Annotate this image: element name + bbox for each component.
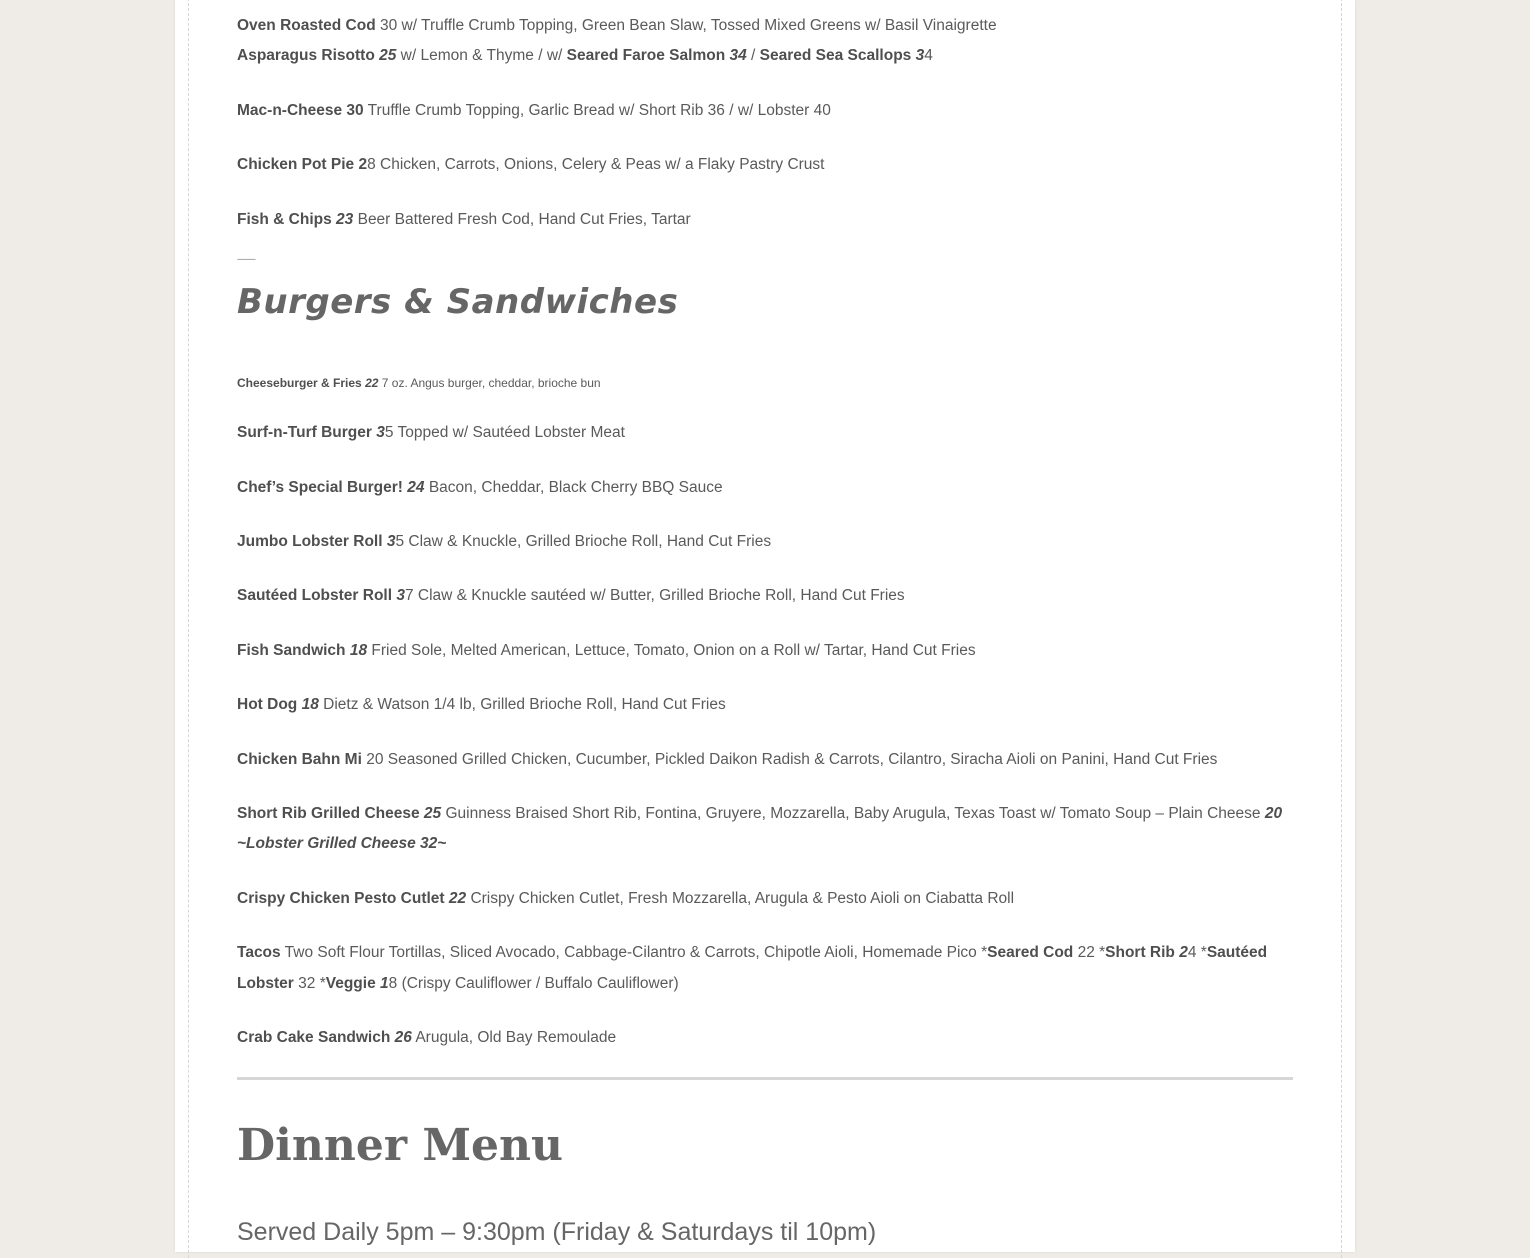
- menu-item-chicken-bahn-mi: Chicken Bahn Mi 20 Seasoned Grilled Chicken, Cucumber, Pickled Daikon Radish & Carrots, Cilantro, Siracha Aioli on Panini, Hand Cut Fries: [237, 751, 1218, 768]
- menu-item-chicken-pot-pie: Chicken Pot Pie 28 Chicken, Carrots, Onions, Celery & Peas w/ a Flaky Pastry Crust: [237, 156, 825, 173]
- menu-item-crab-cake-sandwich: Crab Cake Sandwich 26 Arugula, Old Bay Remoulade: [237, 1029, 617, 1046]
- menu-item-surf-n-turf: Surf-n-Turf Burger 35 Topped w/ Sautéed Lobster Meat: [237, 424, 625, 441]
- page-card: [175, 0, 1355, 1252]
- menu-item-asparagus-risotto: Asparagus Risotto 25 w/ Lemon & Thyme / w/ Seared Faroe Salmon 34 / Seared Sea Scallops 34: [237, 47, 933, 64]
- section-divider: [237, 1077, 1293, 1080]
- menu-item-crispy-chicken-pesto: Crispy Chicken Pesto Cutlet 22 Crispy Chicken Cutlet, Fresh Mozzarella, Arugula & Pesto Aioli on Ciabatta Roll: [237, 890, 1015, 907]
- section-title-burgers: Burgers & Sandwiches: [237, 282, 679, 322]
- dinner-menu-title: Dinner Menu: [237, 1120, 564, 1171]
- menu-item-fish-and-chips: Fish & Chips 23 Beer Battered Fresh Cod, Hand Cut Fries, Tartar: [237, 211, 691, 228]
- menu-item-fish-sandwich: Fish Sandwich 18 Fried Sole, Melted American, Lettuce, Tomato, Onion on a Roll w/ Tartar, Hand Cut Fries: [237, 642, 976, 659]
- dash-divider: ---------: [237, 254, 255, 264]
- menu-item-sauteed-lobster-roll: Sautéed Lobster Roll 37 Claw & Knuckle sautéed w/ Butter, Grilled Brioche Roll, Hand Cut Fries: [237, 587, 905, 604]
- menu-item-cheeseburger: Cheeseburger & Fries 22 7 oz. Angus burger, cheddar, brioche bun: [237, 376, 601, 390]
- menu-item-chefs-special-burger: Chef’s Special Burger! 24 Bacon, Cheddar, Black Cherry BBQ Sauce: [237, 479, 723, 496]
- menu-item-tacos-continued: Lobster 32 *Veggie 18 (Crispy Cauliflower / Buffalo Cauliflower): [237, 975, 679, 992]
- page-border: [188, 0, 1342, 1258]
- menu-item-short-rib-grilled-cheese: Short Rib Grilled Cheese 25 Guinness Braised Short Rib, Fontina, Gruyere, Mozzarella, Baby Arugula, Texas Toast w/ Tomato Soup – Plain Cheese 20: [237, 805, 1283, 822]
- served-hours: Served Daily 5pm – 9:30pm (Friday & Saturdays til 10pm): [237, 1218, 877, 1246]
- menu-item-tacos: Tacos Two Soft Flour Tortillas, Sliced Avocado, Cabbage-Cilantro & Carrots, Chipotle Aioli, Homemade Pico *Seared Cod 22 *Short Rib 24 *Sautéed: [237, 944, 1268, 961]
- menu-item-lobster-grilled-cheese: ~Lobster Grilled Cheese 32~: [237, 835, 447, 852]
- menu-item-hot-dog: Hot Dog 18 Dietz & Watson 1/4 lb, Grilled Brioche Roll, Hand Cut Fries: [237, 696, 726, 713]
- menu-item-mac-n-cheese: Mac-n-Cheese 30 Truffle Crumb Topping, Garlic Bread w/ Short Rib 36 / w/ Lobster 40: [237, 102, 831, 119]
- menu-item-jumbo-lobster-roll: Jumbo Lobster Roll 35 Claw & Knuckle, Grilled Brioche Roll, Hand Cut Fries: [237, 533, 772, 550]
- menu-item-oven-roasted-cod: Oven Roasted Cod 30 w/ Truffle Crumb Topping, Green Bean Slaw, Tossed Mixed Greens w/ Basil Vinaigrette: [237, 17, 997, 34]
